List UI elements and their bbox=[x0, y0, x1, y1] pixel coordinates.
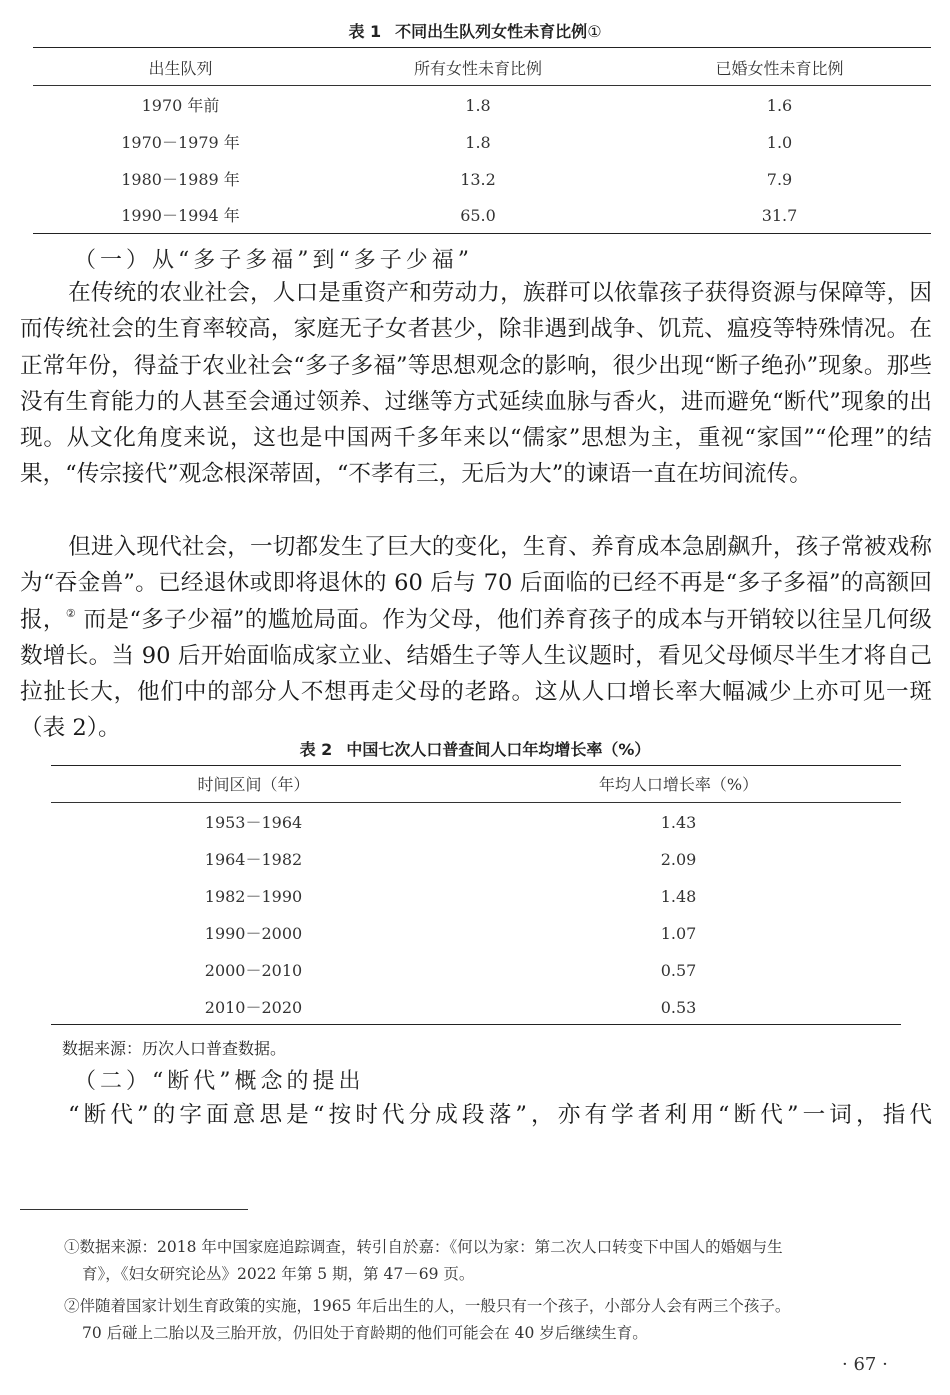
table1-header-married-women: 已婚女性未育比例 bbox=[715, 59, 844, 78]
table2-cell-rate: 0.57 bbox=[660, 961, 697, 980]
section1-heading: （一）从“多子多福”到“多子少福” bbox=[74, 248, 473, 273]
table2-header-growth-rate: 年均人口增长率（%） bbox=[598, 775, 759, 794]
footnote-2-mark[interactable]: ② bbox=[65, 606, 77, 620]
table2-cell-rate: 1.48 bbox=[660, 887, 697, 906]
table2-bottom-rule bbox=[51, 1024, 901, 1025]
table2-caption-number: 表 2 bbox=[299, 740, 333, 759]
table2-cell-period: 1953－1964 bbox=[204, 813, 303, 832]
footnote-1-marker: ① bbox=[64, 1238, 80, 1256]
table1-caption-number: 表 1 bbox=[348, 22, 382, 41]
table2-caption bbox=[0, 737, 950, 760]
table1-cell-married: 31.7 bbox=[761, 206, 798, 225]
table1-cell-all: 65.0 bbox=[460, 206, 496, 225]
table1-header-cohort: 出生队列 bbox=[148, 59, 213, 78]
table1-cell-married: 1.0 bbox=[766, 133, 793, 152]
footnote-1-line-2: 育》，《妇女研究论丛》2022 年第 5 期，第 47－69 页。 bbox=[82, 1265, 475, 1283]
table1-cell-cohort: 1970 年前 bbox=[141, 96, 220, 115]
table1-footnote-mark[interactable]: ① bbox=[587, 22, 602, 41]
table1-caption bbox=[0, 19, 950, 42]
table1-cell-all: 1.8 bbox=[465, 133, 491, 152]
section2-paragraph-1-text: “断代”的字面意思是“按时代分成段落”，亦有学者利用“断代”一词，指代 bbox=[68, 1102, 932, 1128]
table1-header-all-women: 所有女性未育比例 bbox=[413, 59, 542, 78]
table2-data-source: 数据来源：历次人口普查数据。 bbox=[62, 1039, 287, 1058]
table1-cell-married: 1.6 bbox=[766, 96, 793, 115]
table2-header-rule bbox=[51, 802, 901, 803]
table1-cell-cohort: 1980－1989 年 bbox=[121, 170, 240, 189]
footnote-2 bbox=[64, 1293, 934, 1347]
section2-paragraph-1 bbox=[20, 1097, 932, 1133]
table2-cell-rate: 2.09 bbox=[660, 850, 697, 869]
table2-top-rule bbox=[51, 765, 901, 766]
table2-caption-title: 中国七次人口普查间人口年均增长率（%） bbox=[346, 740, 651, 759]
footnote-2-line-2: 70 后碰上二胎以及三胎开放，仍旧处于育龄期的他们可能会在 40 岁后继续生育。 bbox=[82, 1324, 648, 1342]
section1-paragraph-2-text-a: 但进入现代社会，一切都发生了巨大的变化，生育、养育成本急剧飙升，孩子常被戏称为“吞金兽”。已经退休或即将退休的 60 后与 70 后面临的已经不再是“多子多福”的高额回报， bbox=[20, 534, 932, 633]
table2-cell-period: 1990－2000 bbox=[204, 924, 303, 943]
table2-cell-period: 1982－1990 bbox=[204, 887, 303, 906]
table1-cell-all: 13.2 bbox=[460, 170, 496, 189]
table2-cell-period: 1964－1982 bbox=[204, 850, 303, 869]
table2-cell-period: 2000－2010 bbox=[204, 961, 303, 980]
table1-top-rule bbox=[33, 47, 931, 48]
footnote-2-line-1: 伴随着国家计划生育政策的实施，1965 年后出生的人，一般只有一个孩子，小部分人会有两三个孩子。 bbox=[79, 1297, 791, 1315]
page-number: · 67 · bbox=[842, 1354, 888, 1375]
table2-header-period: 时间区间（年） bbox=[197, 775, 310, 794]
table1-cell-cohort: 1990－1994 年 bbox=[121, 206, 240, 225]
section1-paragraph-1 bbox=[20, 275, 932, 493]
footnote-1-line-1: 数据来源：2018 年中国家庭追踪调查，转引自於嘉：《何以为家：第二次人口转变下中国人的婚姻与生 bbox=[79, 1238, 783, 1256]
section1-paragraph-2-text-b: 而是“多子少福”的尴尬局面。作为父母，他们养育孩子的成本与开销较以往呈几何级数增长。当 90 后开始面临成家立业、结婚生子等人生议题时，看见父母倾尽半生才将自己拉扯长大，他们中的部分人不想再走父母的老路。这从人口增长率大幅减少上亦可见一斑（表 2）。 bbox=[20, 606, 932, 742]
table1-cell-married: 7.9 bbox=[766, 170, 793, 189]
table1-cell-all: 1.8 bbox=[465, 96, 491, 115]
section1-paragraph-1-text: 在传统的农业社会，人口是重资产和劳动力，族群可以依靠孩子获得资源与保障等，因而传统社会的生育率较高，家庭无子女者甚少，除非遇到战争、饥荒、瘟疫等特殊情况。在正常年份，得益于农业社会“多子多福”等思想观念的影响，很少出现“断子绝孙”现象。那些没有生育能力的人甚至会通过领养、过继等方式延续血脉与香火，进而避免“断代”现象的出现。从文化角度来说，这也是中国两千多年来以“儒家”思想为主，重视“家国”“伦理”的结果，“传宗接代”观念根深蒂固，“不孝有三，无后为大”的谏语一直在坊间流传。 bbox=[20, 280, 932, 488]
footnote-2-marker: ② bbox=[64, 1297, 80, 1315]
table2-cell-rate: 1.07 bbox=[660, 924, 697, 943]
table1-cell-cohort: 1970－1979 年 bbox=[121, 133, 240, 152]
footnote-separator bbox=[20, 1209, 248, 1210]
table2-cell-period: 2010－2020 bbox=[204, 998, 303, 1017]
table2-cell-rate: 0.53 bbox=[660, 998, 697, 1017]
table2-cell-rate: 1.43 bbox=[660, 813, 697, 832]
section1-paragraph-2 bbox=[20, 529, 932, 747]
table1-header-rule bbox=[33, 85, 931, 86]
table1-caption-title: 不同出生队列女性未育比例 bbox=[395, 22, 588, 41]
table1-bottom-rule bbox=[33, 233, 931, 234]
section2-heading: （二）“断代”概念的提出 bbox=[74, 1069, 365, 1094]
footnote-1 bbox=[64, 1234, 934, 1288]
